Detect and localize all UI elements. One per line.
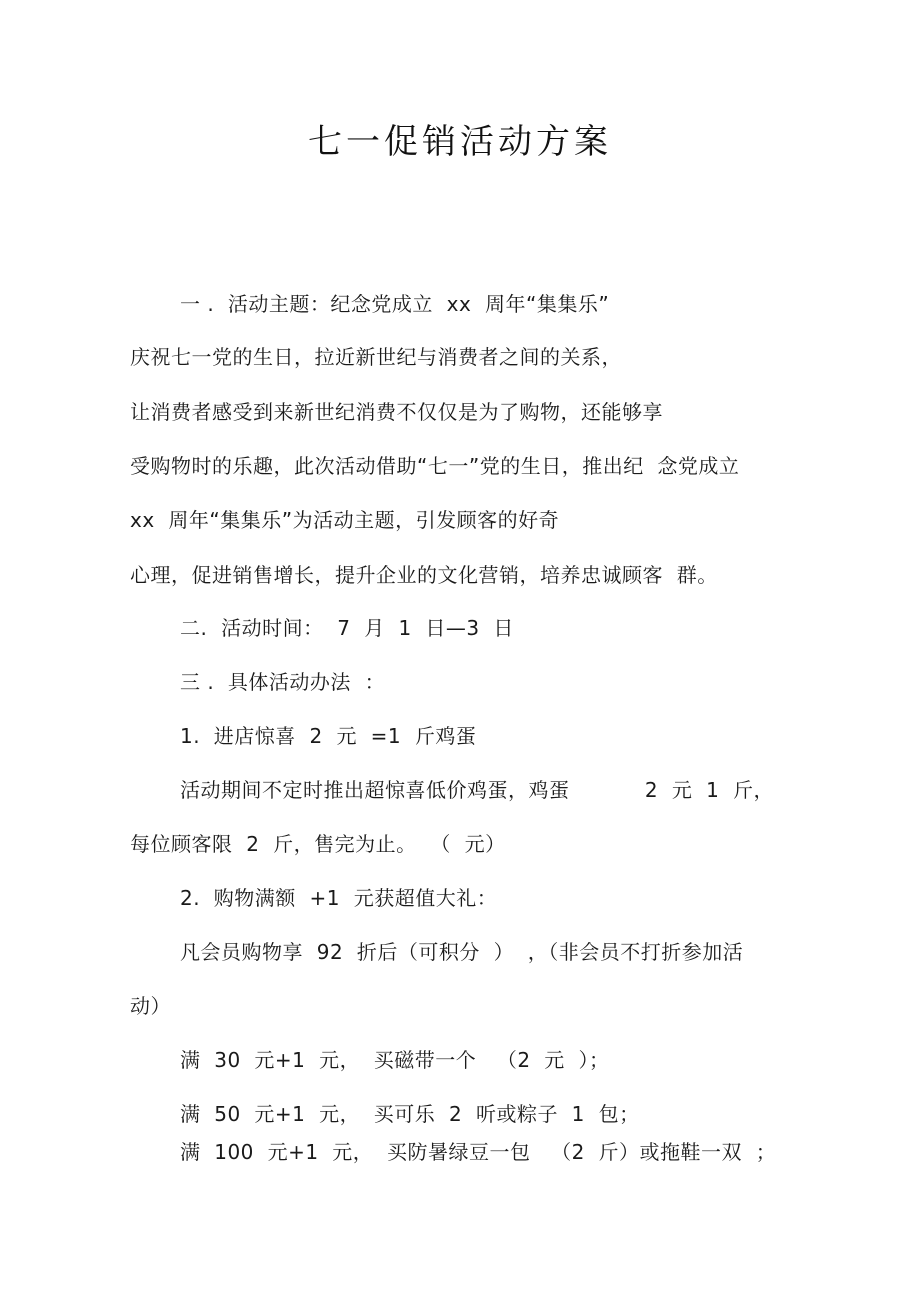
paragraph-line-3: 受购物时的乐趣，此次活动借助“七一”党的生日，推出纪 念党成立: [130, 454, 740, 478]
paragraph-line-5: 心理，促进销售增长，提升企业的文化营销，培养忠诚顾客 群。: [130, 563, 718, 587]
section-3-heading: 三 . 具体活动办法 ：: [180, 670, 386, 694]
item-1-text-line-1: 活动期间不定时推出超惊喜低价鸡蛋，鸡蛋 2 元 1 斤，: [180, 778, 775, 802]
tier-50: 满 50 元+1 元， 买可乐 2 听或粽子 1 包；: [180, 1102, 640, 1126]
tier-100: 满 100 元+1 元， 买防暑绿豆一包 （2 斤）或拖鞋一双 ；: [180, 1140, 777, 1164]
document-title: 七一促销活动方案: [308, 122, 612, 162]
section-1-heading: 一 . 活动主题：纪念党成立 xx 周年“集集乐”: [180, 292, 610, 316]
section-2-heading: 二. 活动时间： 7 月 1 日—3 日: [180, 616, 514, 640]
item-1-heading: 1. 进店惊喜 2 元 =1 斤鸡蛋: [180, 724, 477, 748]
item-1-text-line-2: 每位顾客限 2 斤，售完为止。 （ 元）: [130, 832, 506, 856]
item-2-heading: 2. 购物满额 +1 元获超值大礼：: [180, 886, 498, 910]
paragraph-line-4: xx 周年“集集乐”为活动主题，引发顾客的好奇: [130, 508, 560, 532]
tier-30: 满 30 元+1 元， 买磁带一个 （2 元 ）；: [180, 1048, 610, 1072]
paragraph-line-1: 庆祝七一党的生日，拉近新世纪与消费者之间的关系，: [130, 345, 622, 369]
item-2-text-line-2: 动）: [130, 994, 171, 1018]
item-2-text-line-1: 凡会员购物享 92 折后（可积分 ） ，（非会员不打折参加活: [180, 940, 744, 964]
paragraph-line-2: 让消费者感受到来新世纪消费不仅仅是为了购物，还能够享: [130, 400, 663, 424]
